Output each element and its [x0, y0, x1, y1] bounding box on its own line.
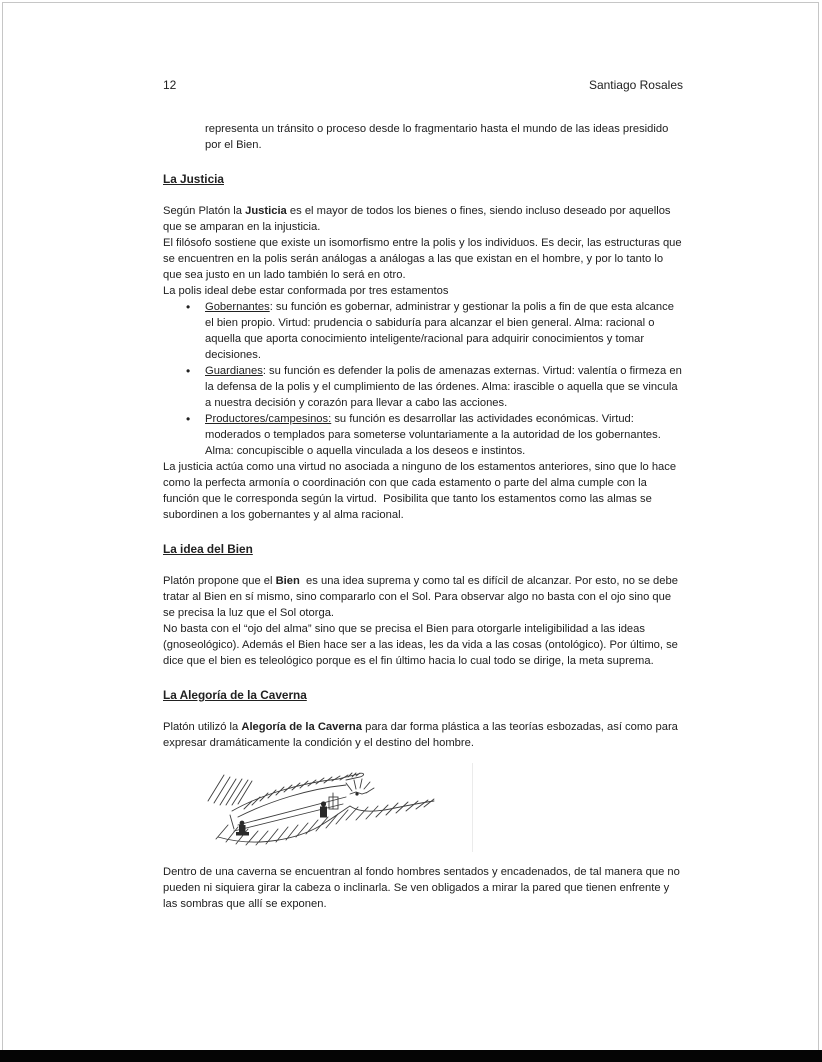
justicia-paragraph-4: La justicia actúa como una virtud no asociada a ninguno de los estamentos anteriores, sino que lo hace como la perfecta armonía o coordinación con que cada estamento o parte del alma cumple con la función que le corresponda según la virtud. Posibilita que tanto los estamentos como las almas se subordinen a los gobernantes y al alma racional.: [163, 461, 680, 521]
prisoner-body: [239, 825, 246, 833]
carrier-figure-body: [320, 807, 327, 818]
heading-la-idea-del-bien: La idea del Bien: [163, 542, 253, 556]
cave-ceiling-hatch: [244, 773, 360, 809]
bold-term-alegoria: Alegoría de la Caverna: [241, 721, 362, 733]
page-number: 12: [163, 78, 177, 92]
prisoner-head: [240, 821, 245, 826]
justicia-paragraph-1: [163, 203, 683, 235]
caverna-paragraph-2: Dentro de una caverna se encuentran al fondo hombres sentados y encadenados, de tal manera que no pueden ni siquiera girar la cabeza o inclinarla. Se ven obligados a mirar la pared que tienen enfrente y las sombras que allí se exponen.: [163, 866, 683, 910]
estamentos-list: [163, 299, 683, 459]
fire-base: [355, 792, 358, 795]
text-run: Platón utilizó la: [163, 721, 242, 733]
cave-figure: [200, 763, 473, 852]
cave-hatch-upper-left: [208, 775, 252, 805]
fire-icon: [346, 779, 374, 794]
page-content: [163, 3, 683, 912]
page-header: [163, 77, 683, 93]
carrier-figure-head: [321, 801, 326, 806]
justicia-paragraph-3: La polis ideal debe estar conformada por tres estamentos: [163, 285, 449, 297]
text-run: para dar forma plástica a las teorías esbozadas, así como para expresar dramáticamente la condición y el destino del hombre.: [163, 721, 682, 749]
text-run: : su función es defender la polis de amenazas externas. Virtud: valentía o firmeza en la defensa de la polis y el cumplimiento de las órdenes. Alma: irascible o aquella que se vincula a nuestra decisión y corazón para llevar a cabo las acciones.: [205, 365, 685, 409]
list-item-productores: [205, 411, 683, 459]
prisoner-bench: [236, 832, 249, 836]
bien-paragraph-1: [163, 573, 683, 621]
intro-paragraph: representa un tránsito o proceso desde lo fragmentario hasta el mundo de las ideas presidido por el Bien.: [205, 123, 672, 151]
underlined-term: Gobernantes: [205, 301, 270, 313]
list-item-gobernantes: [205, 299, 683, 363]
cave-allegory-sketch-illustration: [200, 763, 472, 852]
underlined-term: Guardianes: [205, 365, 263, 377]
text-run: Platón propone que el: [163, 575, 276, 587]
caverna-paragraph-1: [163, 719, 683, 751]
document-page: [2, 2, 819, 1050]
justicia-paragraph-2: El filósofo sostiene que existe un isomorfismo entre la polis y los individuos. Es decir, las estructuras que se encuentren en la polis serán análogas a análogas a las que existan en el hombre, y por lo tanto lo que sea justo en un lado también lo será en otro.: [163, 237, 685, 281]
heading-alegoria-caverna: La Alegoría de la Caverna: [163, 688, 307, 702]
text-run: Según Platón la: [163, 205, 246, 217]
heading-la-justicia: La Justicia: [163, 172, 224, 186]
underlined-term: Productores/campesinos:: [205, 413, 332, 425]
text-run: es el mayor de todos los bienes o fines, siendo incluso deseado por aquellos que se amparan en la injusticia.: [163, 205, 674, 233]
list-item-guardianes: [205, 363, 683, 411]
bien-paragraph-2: No basta con el “ojo del alma” sino que se precisa el Bien para otorgarle inteligibilidad a las ideas (gnoseológico). Además el Bien hace ser a las ideas, les da vida a las cosas (ontológico). Por último, se dice que el bien es teleológico porque es el fin último hacia lo cual todo se dirige, la meta suprema.: [163, 623, 682, 667]
author-name: Santiago Rosales: [588, 78, 683, 92]
text-run: su función es desarrollar las actividades económicas. Virtud: moderados o templados para someterse voluntariamente a la autoridad de los gobernantes. Alma: concupiscible o aquella vinculada a los deseos e instintos.: [205, 413, 664, 457]
text-run: : su función es gobernar, administrar y gestionar la polis a fin de que esta alcance el bien propio. Virtud: prudencia o sabiduría para alcanzar el bien general. Alma: racional o aquella que aporta conocimiento inteligente/racional para adquirir conocimientos y tomar decisiones.: [205, 301, 678, 361]
bold-term-bien: Bien: [275, 575, 300, 587]
bold-term-justicia: Justicia: [245, 205, 287, 217]
text-run: es una idea suprema y como tal es difícil de alcanzar. Por esto, no se debe tratar al Bien en sí mismo, sino compararlo con el Sol. Para observar algo no basta con el ojo sino que se precisa la luz que el Sol otorga.: [163, 575, 682, 619]
viewer-bottom-bar: [0, 1050, 822, 1062]
